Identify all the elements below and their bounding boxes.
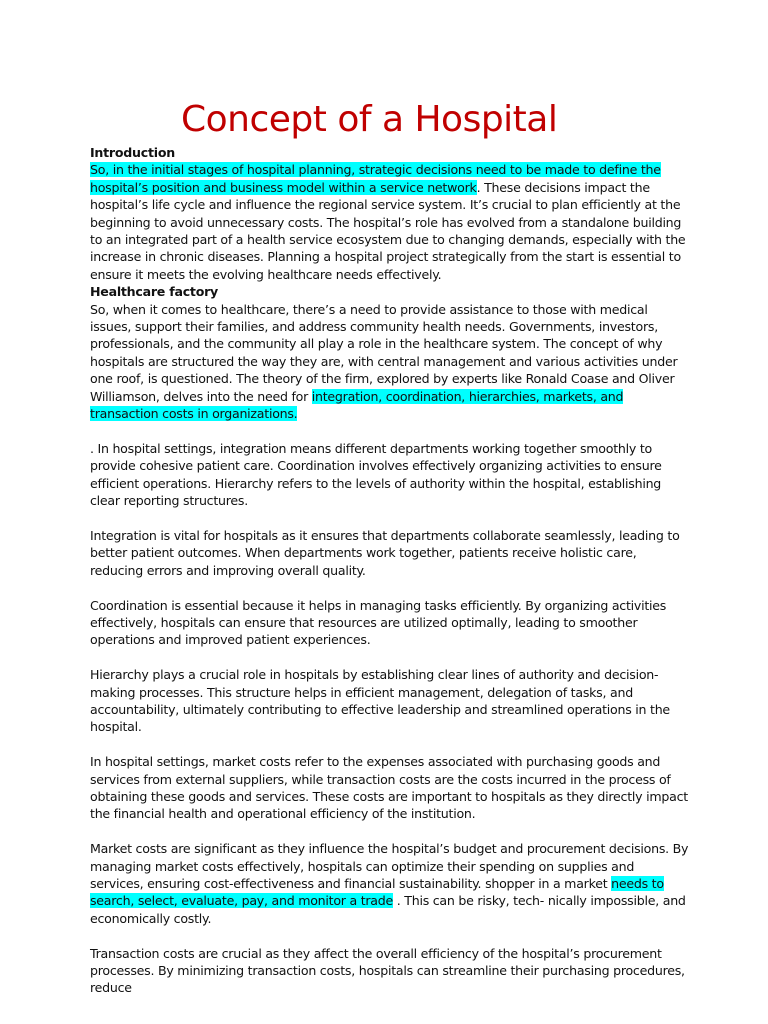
coordination-paragraph: Coordination is essential because it helps in managing tasks efficiently. By organizing activities effectively, hospitals can ensure that resources are utilized optimally, leading to smoother operations and improved patient experiences. xyxy=(90,597,667,648)
section-heading-introduction: Introduction xyxy=(90,145,175,160)
section-heading-healthcare-factory: Healthcare factory xyxy=(90,284,219,300)
hierarchy-paragraph: Hierarchy plays a crucial role in hospitals by establishing clear lines of authority and decision-making processes. This structure helps in efficient management, delegation of tasks, and accountability, ultimately contributing to effective leadership and streamlined operations in the hospital. xyxy=(90,667,670,735)
page-title: Concept of a Hospital xyxy=(181,99,558,140)
document-page xyxy=(90,96,690,997)
introduction-paragraph xyxy=(90,161,690,283)
healthcare-factory-paragraph xyxy=(90,301,690,423)
paragraph-text: . This can be risky, tech- nically impossible, and economically costly. xyxy=(90,893,686,926)
highlighted-text: integration, coordination, hierarchies, markets, and transaction costs in organizations. xyxy=(90,388,624,422)
transaction-costs-paragraph: Transaction costs are crucial as they affect the overall efficiency of the hospital’s procurement processes. By minimizing transaction costs, hospitals can streamline their purchasing procedures, reduce xyxy=(90,945,685,996)
integration-coordination-paragraph: . In hospital settings, integration means different departments working together smoothly to provide cohesive patient care. Coordination involves effectively organizing activities to ensure efficient operations. Hierarchy refers to the levels of authority within the hospital, establishing clear reporting structures. xyxy=(90,440,662,509)
highlighted-text: needs to search, select, evaluate, pay, and monitor a trade xyxy=(90,875,664,909)
market-costs-paragraph xyxy=(90,840,690,927)
paragraph-text: . These decisions impact the hospital’s life cycle and influence the regional service system. It’s crucial to plan efficiently at the beginning to avoid unnecessary costs. The hospital’s role has evolved from a standalone building to an integrated part of a health service ecosystem due to changing demands, especially with the increase in chronic diseases. Planning a hospital project strategically from the start is essential to ensure it meets the evolving healthcare needs effectively. xyxy=(90,179,686,282)
market-transaction-costs-paragraph: In hospital settings, market costs refer to the expenses associated with purchasing goods and services from external suppliers, while transaction costs are the costs incurred in the process of obtaining these goods and services. These costs are important to hospitals as they directly impact the financial health and operational efficiency of the institution. xyxy=(90,754,688,822)
highlighted-text: So, in the initial stages of hospital planning, strategic decisions need to be made to define the hospital’s position and business model within a service network xyxy=(90,162,661,195)
document-body xyxy=(90,144,690,997)
integration-paragraph: Integration is vital for hospitals as it ensures that departments collaborate seamlessly, leading to better patient outcomes. When departments work together, patients receive holistic care, reducing errors and improving overall quality. xyxy=(90,527,680,578)
paragraph-text: So, when it comes to healthcare, there’s a need to provide assistance to those with medical issues, support their families, and address community health needs. Governments, investors, professionals, and the community all play a role in the healthcare system. The concept of why hospitals are structured the way they are, with central management and various activities under one roof, is questioned. The theory of the firm, explored by experts like Ronald Coase and Oliver Williamson, delves into the need for xyxy=(90,301,678,404)
paragraph-text: Market costs are significant as they influence the hospital’s budget and procurement decisions. By managing market costs effectively, hospitals can optimize their spending on supplies and services, ensuring cost-effectiveness and financial sustainability. shopper in a market xyxy=(90,841,689,891)
